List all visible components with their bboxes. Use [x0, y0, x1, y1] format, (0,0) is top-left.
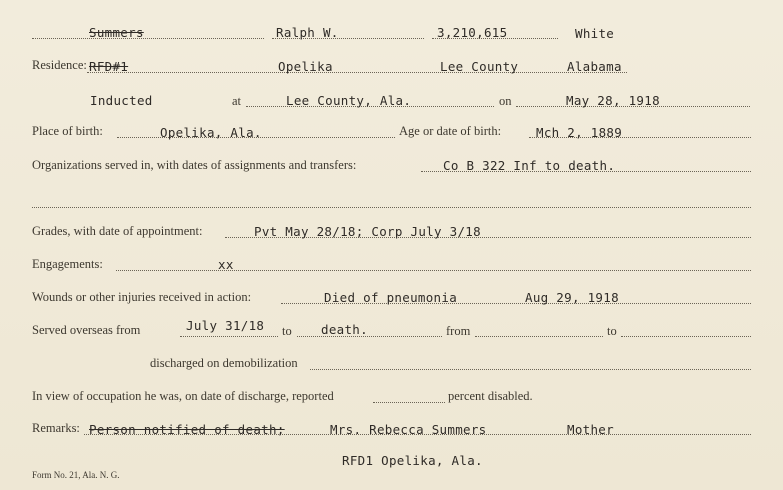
remarks-contact: Mrs. Rebecca Summers [330, 422, 487, 437]
occupation-percent-line [373, 402, 445, 403]
wounds-date: Aug 29, 1918 [525, 290, 619, 305]
organizations-label: Organizations served in, with dates of assignments and transfers: [32, 158, 357, 172]
form-number: Form No. 21, Ala. N. G. [32, 470, 120, 480]
surname-line [32, 38, 264, 39]
birth-date: Mch 2, 1889 [536, 125, 623, 140]
grades-label: Grades, with date of appointment: [32, 224, 203, 238]
residence-town: Opelika [278, 59, 333, 74]
overseas-to-line [297, 336, 442, 337]
occupation-label-after: percent disabled. [448, 389, 533, 403]
induction-date: May 28, 1918 [566, 93, 660, 108]
overseas-to-value: death. [321, 322, 368, 337]
residence-county: Lee County [440, 59, 519, 74]
engagements-value: xx [218, 257, 234, 272]
overseas-to-label: to [282, 324, 292, 338]
residence-state: Alabama [567, 59, 622, 74]
engagements-line [116, 270, 751, 271]
induction-at-label: at [232, 94, 242, 108]
service-number: 3,210,615 [437, 25, 508, 40]
wounds-label: Wounds or other injuries received in action: [32, 290, 252, 304]
remarks-relation: Mother [567, 422, 614, 437]
birth-date-label: Age or date of birth: [399, 124, 502, 138]
organizations-line-2 [32, 207, 751, 208]
overseas-to-line-2 [621, 336, 751, 337]
occupation-label: In view of occupation he was, on date of discharge, reported [32, 389, 334, 403]
birth-place-label: Place of birth: [32, 124, 103, 138]
residence-route: RFD#1 [89, 59, 129, 74]
induction-status: Inducted [90, 93, 153, 108]
overseas-from-line [180, 336, 278, 337]
organizations-value: Co B 322 Inf to death. [443, 158, 616, 173]
induction-on-label: on [499, 94, 512, 108]
given-name: Ralph W. [276, 25, 339, 40]
engagements-label: Engagements: [32, 257, 103, 271]
remarks-label: Remarks: [32, 421, 80, 435]
residence-label: Residence: [32, 58, 87, 72]
overseas-to-label-2: to [607, 324, 617, 338]
overseas-from-value: July 31/18 [186, 318, 265, 333]
overseas-label: Served overseas from [32, 323, 141, 337]
remarks-address: RFD1 Opelika, Ala. [342, 453, 483, 468]
race: White [575, 26, 615, 41]
surname: Summers [89, 25, 144, 40]
discharge-line [310, 369, 751, 370]
induction-place: Lee County, Ala. [286, 93, 412, 108]
overseas-from-line-2 [475, 336, 603, 337]
discharge-label: discharged on demobilization [150, 356, 298, 370]
birth-place: Opelika, Ala. [160, 125, 262, 140]
residence-line [87, 72, 627, 73]
wounds-value: Died of pneumonia [324, 290, 458, 305]
grades-value: Pvt May 28/18; Corp July 3/18 [254, 224, 481, 239]
remarks-struck-text: Person notified of death; [89, 422, 285, 437]
overseas-from-label-2: from [446, 324, 471, 338]
